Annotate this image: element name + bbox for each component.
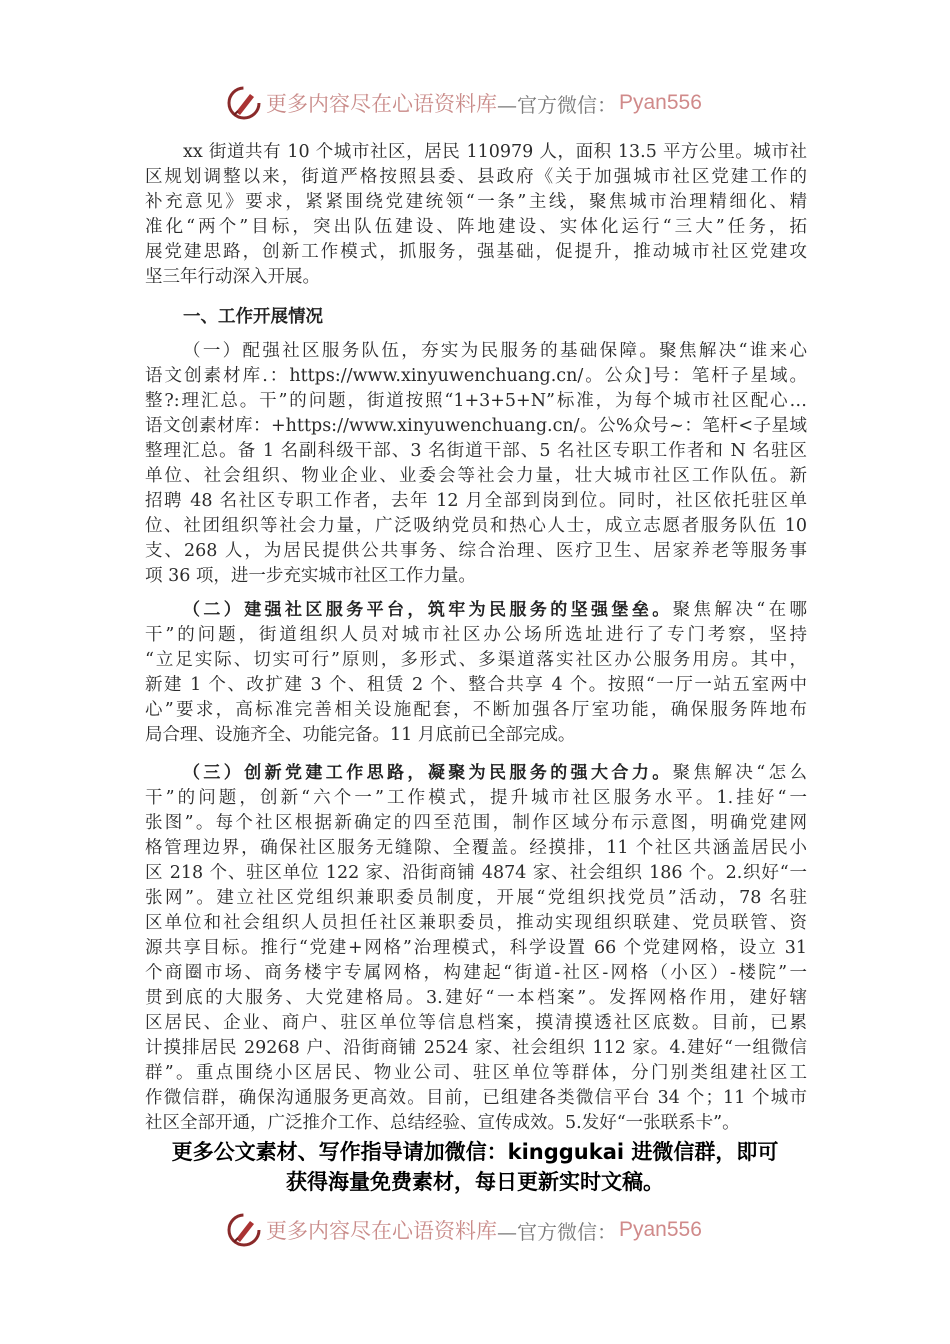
pen-logo-icon — [226, 1212, 262, 1248]
section3-paragraph — [145, 761, 807, 1136]
text-line — [145, 190, 807, 215]
text-line — [145, 1011, 807, 1036]
line-text: 计摸排居民 29268 户、沿街商铺 2524 家、社会组织 112 家。4.建好“一组微信 — [145, 1038, 807, 1058]
line-text: 张网”。建立社区党组织兼职委员制度，开展“党组织找党员”活动，78 名驻 — [145, 888, 807, 908]
watermark-header — [226, 83, 702, 123]
line-text: 个商圈市场、商务楼宇专属网格，构建起“街道-社区-网格（小区）-楼院”一 — [145, 963, 807, 983]
promo-line-2: 获得海量免费素材，每日更新实时文稿。 — [286, 1170, 664, 1194]
line-text: 坚三年行动深入开展。 — [145, 267, 320, 287]
line-text: 整理汇总。备 1 名副科级干部、3 名街道干部、5 名社区专职工作者和 N 名驻区 — [145, 441, 807, 461]
line-text: （一）配强社区服务队伍，夯实为民服务的基础保障。聚焦解决“谁来心 — [183, 341, 807, 361]
line-text: 区居民、企业、商户、驻区单位等信息档案，摸清摸透社区底数。目前，已累 — [145, 1013, 807, 1033]
line-text: 语文创素材库.：https://www.xinyuwenchuang.cn/。公众]号：笔杆子星域。 — [145, 366, 807, 386]
text-line — [145, 165, 807, 190]
paragraph-lead: （三）创新党建工作思路，凝聚为民服务的强大合力。 — [183, 763, 673, 783]
text-line — [145, 1111, 807, 1136]
intro-paragraph — [145, 140, 807, 290]
text-line — [145, 961, 807, 986]
line-text: 源共享目标。推行“党建+网格”治理模式，科学设置 66 个党建网格，设立 31 — [145, 938, 807, 958]
watermark-brand: 更多内容尽在心语资料库 — [266, 92, 497, 116]
watermark-brand: 更多内容尽在心语资料库 — [266, 1219, 497, 1243]
line-text: 心”要求，高标准完善相关设施配套，不断加强各厅室功能，确保服务阵地布 — [145, 700, 807, 720]
text-line — [145, 648, 807, 673]
section-heading: 一、工作开展情况 — [183, 307, 323, 327]
text-line — [145, 339, 807, 364]
line-text: “立足实际、切实可行”原则，多形式、多渠道落实社区办公服务用房。其中， — [145, 650, 807, 670]
line-text: xx 街道共有 10 个城市社区，居民 110979 人，面积 13.5 平方公里。城市社 — [183, 142, 807, 162]
text-line — [145, 986, 807, 1011]
line-text: 支、268 人，为居民提供公共事务、综合治理、医疗卫生、居家养老等服务事 — [145, 541, 807, 561]
text-line — [145, 936, 807, 961]
watermark-footer — [226, 1210, 702, 1250]
line-text: 区规划调整以来，街道严格按照县委、县政府《关于加强城市社区党建工作的 — [145, 167, 807, 187]
line-text: 干”的问题，创新“六个一”工作模式，提升城市社区服务水平。1.挂好“一 — [145, 788, 807, 808]
text-line — [145, 364, 807, 389]
text-line — [145, 598, 807, 623]
line-text: 语文创素材库：+https://www.xinyuwenchuang.cn/。公%众号~：笔杆<子星域 — [145, 416, 807, 436]
text-line — [145, 623, 807, 648]
text-line — [145, 861, 807, 886]
line-text: 聚焦解决“怎么 — [672, 763, 807, 783]
line-text: 准化“两个”目标，突出队伍建设、阵地建设、实体化运行“三大”任务，拓 — [145, 217, 807, 237]
text-line — [145, 514, 807, 539]
text-line — [145, 414, 807, 439]
line-text: 新建 1 个、改扩建 3 个、租赁 2 个、整合共享 4 个。按照“一厅一站五室两中 — [145, 675, 807, 695]
section1-paragraph — [145, 339, 807, 589]
text-line — [145, 673, 807, 698]
line-text: 招聘 48 名社区专职工作者，去年 12 月全部到岗到位。同时，社区依托驻区单 — [145, 491, 807, 511]
line-text: 位、社团组织等社会力量，广泛吸纳党员和热心人士，成立志愿者服务队伍 10 — [145, 516, 807, 536]
line-text: 项 36 项，进一步充实城市社区工作力量。 — [145, 566, 476, 586]
promo-line-1: 更多公文素材、写作指导请加微信：kinggukai 进微信群，即可 — [171, 1140, 779, 1164]
watermark-wechat: Pyan556 — [619, 91, 702, 114]
text-line — [145, 265, 807, 290]
text-line — [145, 1036, 807, 1061]
text-line — [145, 215, 807, 240]
text-line — [145, 464, 807, 489]
line-text: 区单位和社会组织人员担任社区兼职委员，推动实现组织联建、党员联管、资 — [145, 913, 807, 933]
text-line — [145, 698, 807, 723]
text-line — [145, 911, 807, 936]
text-line — [145, 489, 807, 514]
paragraph-lead: （二）建强社区服务平台，筑牢为民服务的坚强堡垒。 — [183, 600, 673, 620]
text-line — [145, 1086, 807, 1111]
line-text: 张图”。每个社区根据新确定的四至范围，制作区域分布示意图，明确党建网 — [145, 813, 807, 833]
line-text: 贯到底的大服务、大党建格局。3.建好“一本档案”。发挥网格作用，建好辖 — [145, 988, 807, 1008]
text-line — [145, 723, 807, 748]
text-line — [145, 761, 807, 786]
line-text: 聚焦解决“在哪 — [672, 600, 807, 620]
watermark-separator: —官方微信： — [497, 1219, 617, 1244]
text-line — [145, 1061, 807, 1086]
line-text: 展党建思路，创新工作模式，抓服务，强基础，促提升，推动城市社区党建攻 — [145, 242, 807, 262]
section2-paragraph — [145, 598, 807, 748]
text-line — [145, 240, 807, 265]
text-line — [145, 439, 807, 464]
text-line — [145, 140, 807, 165]
line-text: 干”的问题，街道组织人员对城市社区办公场所选址进行了专门考察，坚持 — [145, 625, 807, 645]
text-line — [145, 786, 807, 811]
line-text: 群”。重点围绕小区居民、物业公司、驻区单位等群体，分门别类组建社区工 — [145, 1063, 807, 1083]
line-text: 整?:理汇总。干”的问题，街道按照“1+3+5+N”标准，为每个城市社区配心… — [145, 391, 807, 411]
text-line — [145, 836, 807, 861]
text-line — [145, 886, 807, 911]
pen-logo-icon — [226, 85, 262, 121]
line-text: 社区全部开通，广泛推介工作、总结经验、宣传成效。5.发好“一张联系卡”。 — [145, 1113, 740, 1133]
line-text: 局合理、设施齐全、功能完备。11 月底前已全部完成。 — [145, 725, 576, 745]
line-text: 作微信群，确保沟通服务更高效。目前，已组建各类微信平台 34 个；11 个城市 — [145, 1088, 807, 1108]
text-line — [145, 539, 807, 564]
text-line — [145, 389, 807, 414]
line-text: 格管理边界，确保社区服务无缝隙、全覆盖。经摸排，11 个社区共涵盖居民小 — [145, 838, 807, 858]
line-text: 单位、社会组织、物业企业、业委会等社会力量，壮大城市社区工作队伍。新 — [145, 466, 807, 486]
line-text: 补充意见》要求，紧紧围绕党建统领“一条”主线，聚焦城市治理精细化、精 — [145, 192, 807, 212]
watermark-separator: —官方微信： — [497, 92, 617, 117]
text-line — [145, 811, 807, 836]
watermark-wechat: Pyan556 — [619, 1218, 702, 1241]
line-text: 区 218 个、驻区单位 122 家、沿街商铺 4874 家、社会组织 186 个。2.织好“一 — [145, 863, 807, 883]
text-line — [145, 564, 807, 589]
